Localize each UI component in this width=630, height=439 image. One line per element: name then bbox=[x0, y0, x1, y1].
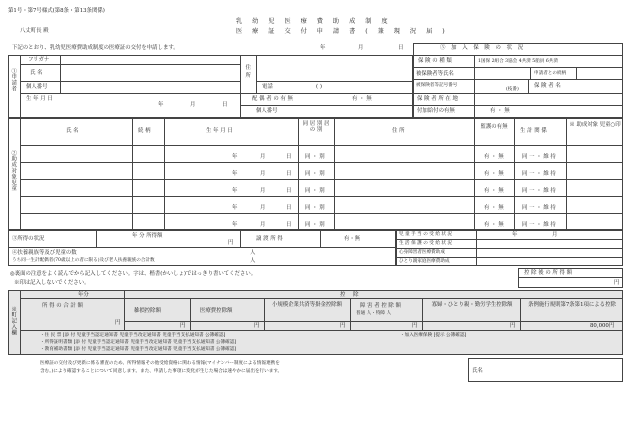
town-use-label: ※町記入欄 bbox=[10, 306, 17, 336]
child-birthdate-header: 生 年 月 日 bbox=[206, 128, 233, 134]
col-medical: 医療費控除額 bbox=[200, 308, 233, 314]
child-row-livelihood_value: 同 一 ・ 維 持 bbox=[522, 171, 556, 177]
child-cohabit-header-text: 同 居 別 居 の 別 bbox=[302, 121, 330, 134]
child-row-livelihood_value: 同 一 ・ 維 持 bbox=[522, 222, 556, 228]
children-section-label: ②助成対象児童 bbox=[10, 150, 17, 192]
child-row-date-0: 年 bbox=[232, 222, 238, 228]
child-row-date-2: 日 bbox=[286, 188, 292, 194]
col-disability-sub: 普通 人・特障 人 bbox=[356, 311, 392, 316]
insured-name-label: 被保険者等氏名 bbox=[416, 71, 454, 77]
child-target-header bbox=[568, 122, 622, 128]
spouse-value: 有 ・ 無 bbox=[352, 96, 372, 102]
child-row-date-1: 月 bbox=[260, 205, 266, 211]
col-small-enterprise-text: 小規模企業共済等掛金控除額 bbox=[271, 302, 343, 308]
consent-name-label: 氏名 bbox=[472, 368, 483, 374]
col-ordinance-text: 条例施行規則第7条第1項による控除 bbox=[528, 302, 616, 308]
addressee: 八丈町長 殿 bbox=[20, 28, 49, 34]
insured-code-label: 被保険者等記号番号 bbox=[416, 83, 458, 88]
child-row-date-1: 月 bbox=[260, 188, 266, 194]
date-month: 月 bbox=[358, 45, 364, 51]
col-misc-loss: 雑損控除額 bbox=[134, 308, 161, 314]
child-row-cohabit_value: 同 ・ 別 bbox=[305, 205, 325, 211]
note-line-1: ◎裏面の注意をよく読んでから記入してください。字は、楷書(かいしょ)ではっきり書いてください。 bbox=[10, 271, 257, 277]
child-row-date-1: 月 bbox=[260, 222, 266, 228]
town-year: 年分 bbox=[78, 292, 89, 298]
col-ordinance bbox=[524, 302, 620, 308]
child-row-custody_value: 有 ・ 無 bbox=[484, 188, 504, 194]
rider-label: 付加給付の有無 bbox=[417, 108, 455, 114]
child-row-date-0: 年 bbox=[232, 205, 238, 211]
child-row-cohabit_value: 同 ・ 別 bbox=[305, 188, 325, 194]
birthdate-label: 生 年 月 日 bbox=[26, 96, 53, 102]
yen-2: 円 bbox=[254, 323, 260, 329]
status-single-parent: ひとり親家庭医療費助成 bbox=[399, 259, 450, 264]
phone-label: 電話 bbox=[262, 84, 273, 90]
child-row-date-2: 日 bbox=[286, 222, 292, 228]
child-row-date-2: 日 bbox=[286, 205, 292, 211]
checklist-line-2: ・所得証明書類 [添 付 児童手当認定通知書 児童手当改定通知書 児童手当支払通知書 公簿確認] bbox=[40, 340, 237, 345]
child-custody-header bbox=[478, 124, 510, 130]
col-widow-text: 寡婦・ひとり親・勤労学生控除額 bbox=[431, 302, 513, 308]
child-row-custody_value: 有 ・ 無 bbox=[484, 154, 504, 160]
insurer-name-label: 保 険 者 名 bbox=[534, 83, 561, 89]
dependents-people: 人 bbox=[250, 250, 256, 256]
income-status-label: ③所得の状況 bbox=[12, 236, 45, 242]
child-row-date-0: 年 bbox=[232, 171, 238, 177]
col-disability: 障 害 者 控 除 額 bbox=[360, 303, 401, 309]
child-livelihood-header: 生 計 関 係 bbox=[520, 128, 547, 134]
applicant-section-label: ①申請者 bbox=[10, 68, 17, 92]
phone-parens: ( ) bbox=[316, 84, 322, 90]
yen-1: 円 bbox=[180, 323, 186, 329]
date-day: 日 bbox=[398, 45, 404, 51]
consent-line-1: 医療証の交付及び更新に係る審査のため、所得情報その他受給資格に関わる情報(マイナンバー制度による情報連携を bbox=[40, 361, 280, 366]
applicant-birth-day: 日 bbox=[222, 102, 228, 108]
form-code: 第1号・第7号様式(第8条・第13条関係) bbox=[8, 8, 105, 14]
fixed-amount: 80,000円 bbox=[590, 323, 615, 329]
relation-label: 申請者との続柄 bbox=[534, 71, 567, 76]
transfer-label: 譲 渡 所 得 bbox=[256, 236, 283, 242]
child-row-cohabit_value: 同 ・ 別 bbox=[305, 171, 325, 177]
child-row-date-2: 日 bbox=[286, 171, 292, 177]
child-row-livelihood_value: 同 一 ・ 維 持 bbox=[522, 154, 556, 160]
personal-number-label: 個人番号 bbox=[26, 84, 48, 90]
insurance-types: 1国保 2組合 3協会 4共済 5船員 6共済 bbox=[478, 59, 558, 64]
consent-line-2: 含む。)により確認することについて同意します。また、申請した事項に変化が生じた場合は速やかに届出を行います。 bbox=[40, 369, 283, 374]
child-row-date-2: 日 bbox=[286, 154, 292, 160]
form-subtitle: 医 療 証 交 付 申 請 書 ( 兼 現 況 届 ) bbox=[236, 28, 449, 35]
child-row-livelihood_value: 同 一 ・ 維 持 bbox=[522, 188, 556, 194]
income-yen: 円 bbox=[228, 240, 234, 246]
date-year: 年 bbox=[320, 45, 326, 51]
yen-4: 円 bbox=[412, 323, 418, 329]
consent-name-box bbox=[468, 358, 623, 382]
child-target-header-text: ※ 助成対象 児童○印 bbox=[569, 122, 621, 128]
status-disability: 心身障害者医療費助成 bbox=[399, 250, 445, 255]
branch-label: (枝番) bbox=[506, 87, 519, 92]
form-title: 乳 幼 児 医 療 費 助 成 制 度 bbox=[236, 18, 392, 25]
spouse-personal-number: 個人番号 bbox=[256, 108, 278, 114]
yen-5: 円 bbox=[510, 323, 516, 329]
post-deduction-yen: 円 bbox=[614, 280, 620, 286]
checklist-line-1-right: ・加入医療保険 [提示 公簿確認] bbox=[400, 333, 467, 338]
child-row-date-1: 月 bbox=[260, 171, 266, 177]
post-deduction-label: 控 除 後 の 所 得 額 bbox=[524, 270, 573, 276]
address-label: 住 所 bbox=[244, 64, 251, 79]
child-row-cohabit_value: 同 ・ 別 bbox=[305, 222, 325, 228]
checklist-line-1: ・住 民 票 [添 付 児童手当認定通知書 児童手当改定通知書 児童手当支払通知書 公簿確認] bbox=[40, 333, 226, 338]
child-row-livelihood_value: 同 一 ・ 維 持 bbox=[522, 205, 556, 211]
status-child-allowance: 児 童 手 当 の 受 給 状 況 bbox=[399, 232, 453, 237]
status-year: 年 bbox=[512, 232, 518, 238]
yen-3: 円 bbox=[340, 323, 346, 329]
deduction-label: 控 除 bbox=[340, 292, 362, 298]
checklist-line-3: ・教育補助書類 [添 付 児童手当認定通知書 児童手当改定通知書 児童手当支払通知書 公簿確認] bbox=[40, 347, 237, 352]
child-custody-header-text: 監護の有無 bbox=[480, 124, 508, 130]
child-cohabit-header bbox=[300, 121, 332, 133]
town-income-yen: 円 bbox=[115, 320, 121, 326]
applicant-birth-month: 月 bbox=[190, 102, 196, 108]
transfer-value: 有・無 bbox=[344, 236, 361, 242]
child-row-date-1: 月 bbox=[260, 154, 266, 160]
col-widow bbox=[426, 302, 518, 308]
name-label: 氏 名 bbox=[30, 70, 43, 76]
note-line-2: ※印は記入しないでください。 bbox=[14, 280, 90, 286]
col-small-enterprise bbox=[266, 302, 348, 308]
child-row-custody_value: 有 ・ 無 bbox=[484, 222, 504, 228]
furigana-label: フリガナ bbox=[28, 57, 50, 63]
insurance-type-label: 保 険 の 種 類 bbox=[418, 58, 452, 64]
child-row-date-0: 年 bbox=[232, 188, 238, 194]
child-address-header: 住 所 bbox=[392, 128, 405, 134]
dependents-label: ④扶養親族等及び児童の数 bbox=[12, 250, 77, 256]
child-row-custody_value: 有 ・ 無 bbox=[484, 205, 504, 211]
insurance-header: ⑤ 加 入 保 険 の 状 況 bbox=[440, 45, 526, 51]
dependents-sub-people: 人 bbox=[250, 258, 256, 264]
year-income-label: 年 分 所得額 bbox=[132, 233, 163, 239]
income-total-label: 所 得 の 合 計 額 bbox=[42, 303, 83, 309]
applicant-birth-year: 年 bbox=[158, 102, 164, 108]
intro-text: 下記のとおり、乳幼児医療費助成制度の医療証の交付を申請します。 bbox=[12, 45, 179, 51]
child-row-cohabit_value: 同 ・ 別 bbox=[305, 154, 325, 160]
status-welfare: 生 活 保 護 の 受 給 状 況 bbox=[399, 241, 453, 246]
child-relation-header: 続 柄 bbox=[138, 128, 151, 134]
status-month: 月 bbox=[552, 232, 558, 238]
child-name-header: 氏 名 bbox=[66, 128, 79, 134]
insurer-location-label: 保 険 者 所 在 地 bbox=[417, 96, 458, 102]
dependents-sub: うち同一生計配偶者(70歳以上の者に限る)及び老人扶養親族の合計数 bbox=[12, 258, 155, 263]
child-row-date-0: 年 bbox=[232, 154, 238, 160]
rider-value: 有 ・ 無 bbox=[490, 108, 510, 114]
spouse-label: 配 偶 者 の 有 無 bbox=[252, 96, 293, 102]
child-row-custody_value: 有 ・ 無 bbox=[484, 171, 504, 177]
